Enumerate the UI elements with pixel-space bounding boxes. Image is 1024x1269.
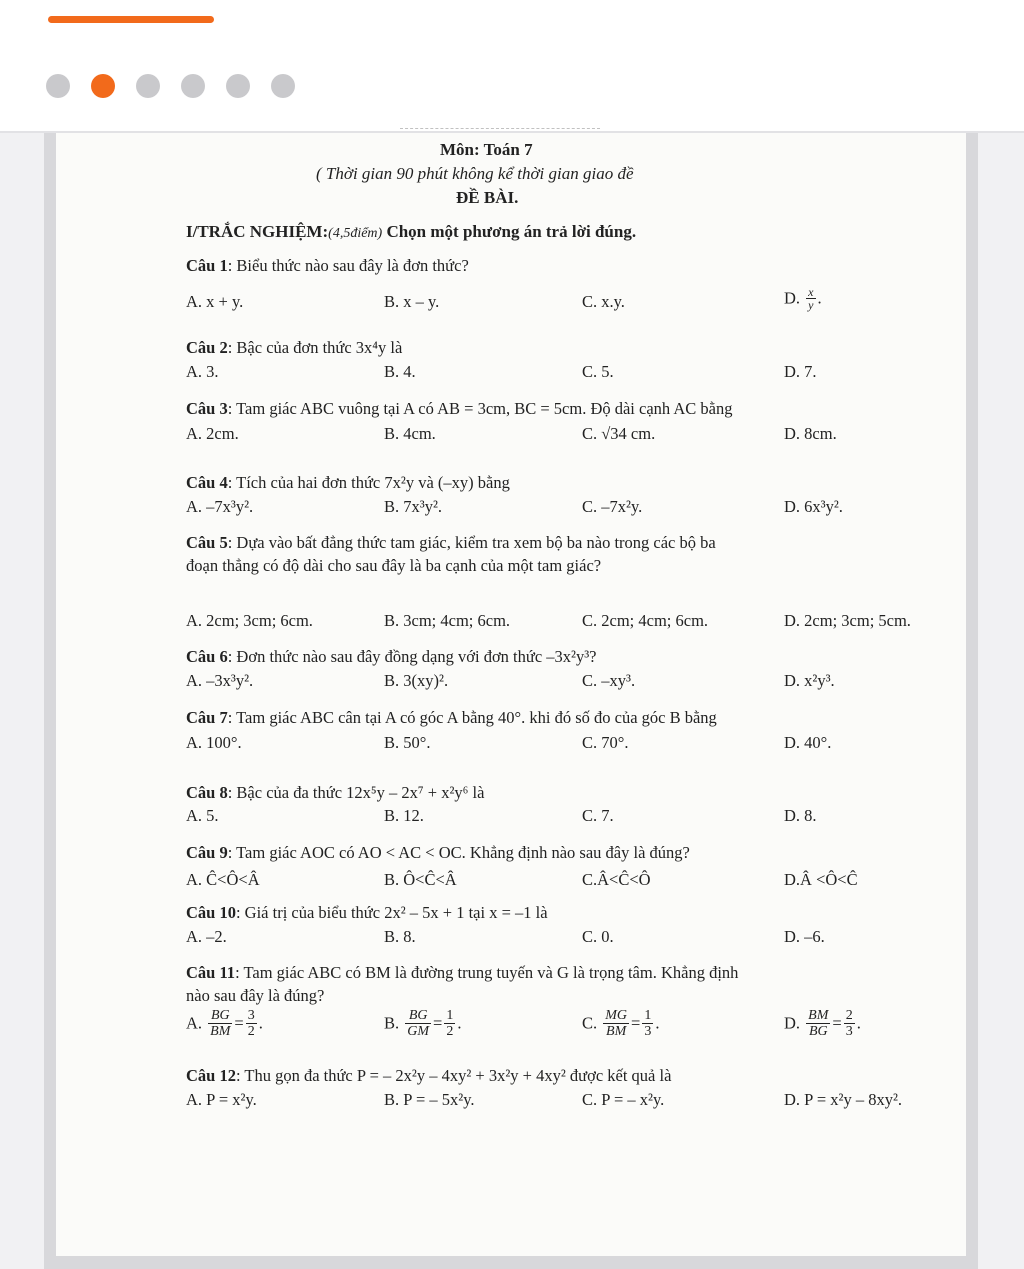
question-text: : Tích của hai đơn thức 7x²y và (–xy) bằng: [227, 473, 510, 492]
carousel-pagination: [46, 74, 316, 98]
q10-option-d: D. –6.: [784, 927, 825, 946]
question-3: [186, 399, 733, 419]
q5-option-d: D. 2cm; 3cm; 5cm.: [784, 611, 911, 630]
q1-option-c: C. x.y.: [582, 292, 625, 311]
q9-option-a: A. Ĉ<Ô<Â: [186, 870, 260, 889]
question-text: : Biểu thức nào sau đây là đơn thức?: [227, 256, 469, 275]
question-6: [186, 647, 597, 667]
question-label: Câu 7: [186, 708, 228, 727]
fraction: $\frac{1}{2}$: [446, 1008, 454, 1039]
carousel-dot-2-active[interactable]: [91, 74, 115, 98]
q6-option-a: A. –3x³y².: [186, 671, 254, 690]
question-text: : Tam giác ABC vuông tại A có AB = 3cm, BC = 5cm. Độ dài cạnh AC bằng: [227, 399, 733, 418]
q1-option-d: D. $\frac{x}{y}$ .: [784, 285, 822, 312]
q8-option-a: A. 5.: [186, 806, 219, 825]
top-bar: [0, 0, 1024, 132]
question-12: [186, 1066, 671, 1086]
question-2: [186, 338, 402, 358]
question-label: Câu 1: [186, 256, 228, 275]
question-text: : Bậc của đơn thức 3x⁴y là: [227, 338, 403, 357]
question-label: Câu 11: [186, 963, 236, 982]
q10-option-c: C. 0.: [582, 927, 614, 946]
carousel-dot-6[interactable]: [271, 74, 295, 98]
q3-option-b: B. 4cm.: [384, 424, 436, 443]
question-4: [186, 473, 510, 493]
fraction: $\frac{BM}{BG}$: [808, 1008, 829, 1039]
question-label: Câu 2: [186, 338, 228, 357]
q10-option-a: A. –2.: [186, 927, 227, 946]
carousel-dot-1[interactable]: [46, 74, 70, 98]
q2-option-b: B. 4.: [384, 362, 416, 381]
exam-title: ĐỀ BÀI.: [456, 188, 519, 207]
question-label: Câu 10: [186, 903, 236, 922]
fraction: $\frac{3}{2}$: [247, 1008, 255, 1039]
q4-option-a: A. –7x³y².: [186, 497, 254, 516]
q4-option-b: B. 7x³y².: [384, 497, 443, 516]
cut-header: [400, 128, 600, 132]
question-5: [186, 533, 716, 553]
q5-option-b: B. 3cm; 4cm; 6cm.: [384, 611, 511, 630]
denominator: y: [808, 298, 814, 312]
q4-option-d: D. 6x³y².: [784, 497, 843, 516]
q11-option-d: D. $\frac{BM}{BG}$ = $\frac{2}{3}$ .: [784, 1008, 861, 1039]
section-heading: [186, 222, 636, 244]
question-label: Câu 6: [186, 647, 228, 666]
question-label: Câu 4: [186, 473, 228, 492]
q7-option-c: C. 70°.: [582, 733, 629, 752]
time-note: ( Thời gian 90 phút không kể thời gian giao đề: [316, 164, 634, 183]
q7-option-b: B. 50°.: [384, 733, 431, 752]
question-5-line2: đoạn thẳng có độ dài cho sau đây là ba cạnh của một tam giác?: [186, 556, 602, 575]
question-1: [186, 256, 469, 276]
question-text: : Bậc của đa thức 12x⁵y – 2x⁷ + x²y⁶ là: [227, 783, 485, 802]
question-text: : Dựa vào bất đẳng thức tam giác, kiểm tra xem bộ ba nào trong các bộ ba: [227, 533, 716, 552]
carousel-dot-5[interactable]: [226, 74, 250, 98]
question-11: [186, 963, 738, 983]
q10-option-b: B. 8.: [384, 927, 416, 946]
q11-option-a: A. $\frac{BG}{BM}$ = $\frac{3}{2}$ .: [186, 1008, 263, 1039]
question-label: Câu 3: [186, 399, 228, 418]
question-text: : Tam giác ABC cân tại A có góc A bằng 40°. khi đó số đo của góc B bằng: [227, 708, 717, 727]
q6-option-d: D. x²y³.: [784, 671, 835, 690]
q3-option-a: A. 2cm.: [186, 424, 239, 443]
q9-option-d: D.Â <Ô<Ĉ: [784, 870, 858, 889]
q8-option-c: C. 7.: [582, 806, 614, 825]
question-text: : Tam giác ABC có BM là đường trung tuyến và G là trọng tâm. Khẳng định: [235, 963, 739, 982]
question-8: [186, 783, 484, 803]
q3-option-c: C. √34 cm.: [582, 424, 656, 443]
q5-option-a: A. 2cm; 3cm; 6cm.: [186, 611, 313, 630]
question-text: : Tam giác AOC có AO < AC < OC. Khẳng định nào sau đây là đúng?: [227, 843, 690, 862]
question-10: [186, 903, 548, 923]
numerator: x: [808, 285, 814, 299]
question-text: : Thu gọn đa thức P = – 2x²y – 4xy² + 3x²y + 4xy² được kết quả là: [235, 1066, 672, 1085]
q9-option-b: B. Ô<Ĉ<Â: [384, 870, 457, 889]
q11-option-b: B. $\frac{BG}{GM}$ = $\frac{1}{2}$ .: [384, 1008, 462, 1039]
fraction: [806, 286, 815, 311]
fraction: $\frac{MG}{BM}$: [605, 1008, 628, 1039]
section-instruction: Chọn một phương án trả lời đúng.: [386, 222, 637, 241]
q12-option-c: C. P = – x²y.: [582, 1090, 665, 1109]
q8-option-d: D. 8.: [784, 806, 817, 825]
q12-option-a: A. P = x²y.: [186, 1090, 257, 1109]
carousel-dot-3[interactable]: [136, 74, 160, 98]
question-text: : Đơn thức nào sau đây đồng dạng với đơn thức –3x²y³?: [227, 647, 597, 666]
q3-option-d: D. 8cm.: [784, 424, 837, 443]
q12-option-b: B. P = – 5x²y.: [384, 1090, 475, 1109]
option-prefix: D.: [784, 288, 801, 308]
q7-option-a: A. 100°.: [186, 733, 242, 752]
q7-option-d: D. 40°.: [784, 733, 832, 752]
question-11-line2: nào sau đây là đúng?: [186, 986, 325, 1005]
q2-option-c: C. 5.: [582, 362, 614, 381]
tab-indicator: [48, 16, 214, 23]
q2-option-a: A. 3.: [186, 362, 219, 381]
carousel-dot-4[interactable]: [181, 74, 205, 98]
q2-option-d: D. 7.: [784, 362, 817, 381]
q1-option-a: A. x + y.: [186, 292, 244, 311]
q1-option-b: B. x – y.: [384, 292, 440, 311]
q8-option-b: B. 12.: [384, 806, 424, 825]
subject-title: Môn: Toán 7: [440, 140, 533, 159]
question-9: [186, 843, 690, 863]
question-label: Câu 5: [186, 533, 228, 552]
fraction: $\frac{1}{3}$: [644, 1008, 652, 1039]
question-label: Câu 8: [186, 783, 228, 802]
fraction: $\frac{2}{3}$: [845, 1008, 853, 1039]
fraction: $\frac{BG}{GM}$: [407, 1008, 430, 1039]
q11-option-c: C. $\frac{MG}{BM}$ = $\frac{1}{3}$ .: [582, 1008, 660, 1039]
fraction: $\frac{BG}{BM}$: [210, 1008, 231, 1039]
q9-option-c: C.Â<Ĉ<Ô: [582, 870, 651, 889]
section-points: (4,5điểm): [328, 226, 383, 241]
question-label: Câu 12: [186, 1066, 236, 1085]
q6-option-c: C. –xy³.: [582, 671, 636, 690]
question-label: Câu 9: [186, 843, 228, 862]
q12-option-d: D. P = x²y – 8xy².: [784, 1090, 903, 1109]
question-7: [186, 708, 717, 728]
q5-option-c: C. 2cm; 4cm; 6cm.: [582, 611, 709, 630]
section-prefix: I/TRẮC NGHIỆM:: [186, 222, 329, 241]
q4-option-c: C. –7x²y.: [582, 497, 643, 516]
question-text: : Giá trị của biểu thức 2x² – 5x + 1 tại x = –1 là: [235, 903, 548, 922]
q6-option-b: B. 3(xy)².: [384, 671, 449, 690]
